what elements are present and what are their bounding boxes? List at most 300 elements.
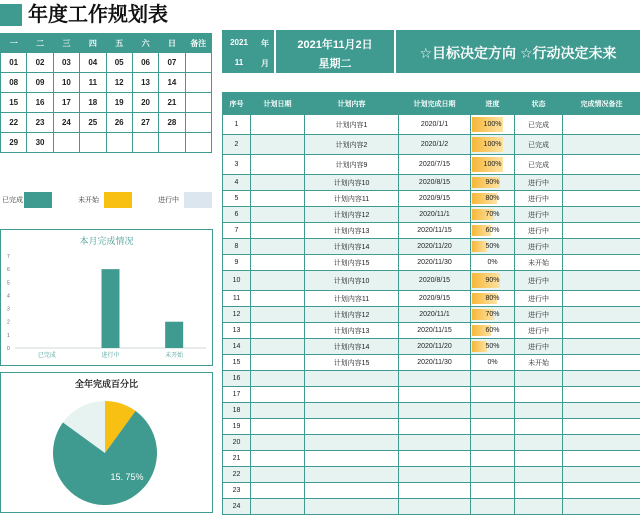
calendar-day[interactable] xyxy=(159,133,185,153)
calendar-weekday-row xyxy=(1,34,212,53)
row-finish-date-cell[interactable]: 2020/7/15 xyxy=(399,155,471,175)
row-remarks-cell[interactable] xyxy=(563,223,640,239)
table-row xyxy=(223,387,640,403)
calendar-day[interactable]: 12 xyxy=(106,73,132,93)
year-chart-svg xyxy=(1,373,212,512)
row-progress-cell[interactable] xyxy=(471,339,515,355)
row-plan-date-cell[interactable] xyxy=(251,307,305,323)
row-plan-date-cell[interactable] xyxy=(251,499,305,515)
row-plan-date-cell[interactable] xyxy=(251,403,305,419)
title-bar xyxy=(0,0,640,30)
row-finish-date-cell[interactable] xyxy=(399,483,471,499)
row-plan-date-cell[interactable] xyxy=(251,323,305,339)
motto-text: ☆目标决定方向 ☆行动决定未来 xyxy=(396,43,640,63)
row-status-cell[interactable]: 进行中 xyxy=(515,207,563,223)
row-content-cell[interactable]: 计划内容13 xyxy=(305,323,399,339)
header-plan-date[interactable]: 计划日期 xyxy=(251,93,305,115)
date-box xyxy=(276,30,394,73)
calendar-day[interactable]: 14 xyxy=(159,73,185,93)
table-row xyxy=(223,307,640,323)
row-progress-cell[interactable] xyxy=(471,387,515,403)
table-row xyxy=(223,435,640,451)
status-legend xyxy=(0,190,212,210)
row-plan-date-cell[interactable] xyxy=(251,291,305,307)
x-tick-label: 进行中 xyxy=(101,351,119,359)
row-content-cell[interactable]: 计划内容12 xyxy=(305,207,399,223)
info-month-unit: 月 xyxy=(258,58,272,69)
calendar-day[interactable]: 18 xyxy=(80,93,106,113)
row-finish-date-cell[interactable] xyxy=(399,451,471,467)
calendar-day[interactable]: 30 xyxy=(27,133,53,153)
table-row xyxy=(223,223,640,239)
row-plan-date-cell[interactable] xyxy=(251,175,305,191)
row-content-cell[interactable]: 计划内容10 xyxy=(305,271,399,291)
row-finish-date-cell[interactable] xyxy=(399,499,471,515)
row-progress-cell[interactable] xyxy=(471,355,515,371)
progress-value: 100% xyxy=(484,141,502,148)
row-seq-cell[interactable]: 9 xyxy=(223,255,251,271)
row-progress-cell[interactable] xyxy=(471,371,515,387)
row-progress-cell[interactable] xyxy=(471,135,515,155)
progress-value: 100% xyxy=(484,121,502,128)
row-seq-cell[interactable]: 11 xyxy=(223,291,251,307)
pie-percent-label: 15. 75% xyxy=(110,472,143,482)
row-progress-cell[interactable] xyxy=(471,435,515,451)
row-seq-cell[interactable]: 22 xyxy=(223,467,251,483)
row-remarks-cell[interactable] xyxy=(563,355,640,371)
row-finish-date-cell[interactable]: 2020/8/15 xyxy=(399,175,471,191)
calendar-day[interactable]: 23 xyxy=(27,113,53,133)
row-progress-cell[interactable] xyxy=(471,499,515,515)
row-plan-date-cell[interactable] xyxy=(251,435,305,451)
legend-inprogress-swatch xyxy=(184,192,212,208)
table-row xyxy=(223,207,640,223)
row-status-cell[interactable]: 进行中 xyxy=(515,307,563,323)
row-finish-date-cell[interactable]: 2020/11/30 xyxy=(399,355,471,371)
row-plan-date-cell[interactable] xyxy=(251,223,305,239)
info-month: 11 xyxy=(224,58,254,67)
calendar-week-row xyxy=(1,113,212,133)
row-status-cell[interactable] xyxy=(515,403,563,419)
row-plan-date-cell[interactable] xyxy=(251,135,305,155)
plan-table-header-row xyxy=(223,93,640,115)
row-progress-cell[interactable] xyxy=(471,467,515,483)
calendar-day[interactable]: 08 xyxy=(1,73,27,93)
row-seq-cell[interactable]: 15 xyxy=(223,355,251,371)
row-finish-date-cell[interactable]: 2020/1/1 xyxy=(399,115,471,135)
row-seq-cell[interactable]: 12 xyxy=(223,307,251,323)
table-row xyxy=(223,339,640,355)
calendar-weekday: 五 xyxy=(106,34,132,53)
row-seq-cell[interactable]: 8 xyxy=(223,239,251,255)
row-finish-date-cell[interactable]: 2020/11/20 xyxy=(399,239,471,255)
row-plan-date-cell[interactable] xyxy=(251,239,305,255)
row-content-cell[interactable]: 计划内容14 xyxy=(305,239,399,255)
row-plan-date-cell[interactable] xyxy=(251,339,305,355)
progress-value: 100% xyxy=(484,161,502,168)
y-tick-label: 2 xyxy=(7,320,10,326)
row-plan-date-cell[interactable] xyxy=(251,207,305,223)
row-progress-cell[interactable] xyxy=(471,175,515,191)
row-content-cell[interactable]: 计划内容11 xyxy=(305,191,399,207)
row-content-cell[interactable] xyxy=(305,467,399,483)
table-row xyxy=(223,255,640,271)
row-status-cell[interactable] xyxy=(515,387,563,403)
row-plan-date-cell[interactable] xyxy=(251,255,305,271)
row-progress-cell[interactable] xyxy=(471,207,515,223)
calendar-day[interactable]: 27 xyxy=(132,113,158,133)
row-content-cell[interactable] xyxy=(305,435,399,451)
row-plan-date-cell[interactable] xyxy=(251,155,305,175)
legend-inprogress-label: 进行中 xyxy=(158,195,179,205)
row-content-cell[interactable]: 计划内容13 xyxy=(305,223,399,239)
calendar-day[interactable]: 24 xyxy=(53,113,79,133)
header-remarks[interactable]: 完成情况备注 xyxy=(563,93,640,115)
row-remarks-cell[interactable] xyxy=(563,339,640,355)
row-status-cell[interactable]: 进行中 xyxy=(515,291,563,307)
calendar-note-cell[interactable] xyxy=(185,113,211,133)
year-chart-title: 全年完成百分比 xyxy=(1,377,212,390)
info-year-unit: 年 xyxy=(258,38,272,49)
progress-value: 70% xyxy=(485,311,499,318)
row-finish-date-cell[interactable] xyxy=(399,387,471,403)
month-chart-svg xyxy=(1,230,212,365)
table-row xyxy=(223,175,640,191)
calendar-day[interactable]: 13 xyxy=(132,73,158,93)
calendar-day[interactable] xyxy=(106,133,132,153)
row-plan-date-cell[interactable] xyxy=(251,271,305,291)
page-title: 年度工作规划表 xyxy=(28,1,168,29)
progress-value: 50% xyxy=(485,343,499,350)
row-seq-cell[interactable]: 4 xyxy=(223,175,251,191)
row-remarks-cell[interactable] xyxy=(563,499,640,515)
legend-notstarted-label: 未开始 xyxy=(78,195,99,205)
calendar-day[interactable]: 15 xyxy=(1,93,27,113)
row-plan-date-cell[interactable] xyxy=(251,371,305,387)
row-seq-cell[interactable]: 19 xyxy=(223,419,251,435)
row-finish-date-cell[interactable]: 2020/11/20 xyxy=(399,339,471,355)
y-tick-label: 1 xyxy=(7,333,10,339)
row-content-cell[interactable]: 计划内容11 xyxy=(305,291,399,307)
row-finish-date-cell[interactable] xyxy=(399,435,471,451)
row-content-cell[interactable] xyxy=(305,387,399,403)
row-content-cell[interactable]: 计划内容2 xyxy=(305,135,399,155)
row-remarks-cell[interactable] xyxy=(563,307,640,323)
row-content-cell[interactable]: 计划内容1 xyxy=(305,115,399,135)
calendar-day[interactable]: 04 xyxy=(80,53,106,73)
calendar-note-cell[interactable] xyxy=(185,53,211,73)
calendar-day[interactable]: 16 xyxy=(27,93,53,113)
legend-notstarted-swatch xyxy=(104,192,132,208)
table-row xyxy=(223,271,640,291)
plan-table xyxy=(222,92,640,515)
bar-进行中 xyxy=(102,269,120,348)
row-status-cell[interactable]: 未开始 xyxy=(515,355,563,371)
header-status[interactable]: 状态 xyxy=(515,93,563,115)
progress-value: 90% xyxy=(485,179,499,186)
row-seq-cell[interactable]: 14 xyxy=(223,339,251,355)
row-remarks-cell[interactable] xyxy=(563,135,640,155)
calendar-weekday: 备注 xyxy=(185,34,211,53)
table-row xyxy=(223,239,640,255)
row-remarks-cell[interactable] xyxy=(563,255,640,271)
row-progress-cell[interactable] xyxy=(471,419,515,435)
progress-value: 60% xyxy=(485,227,499,234)
row-status-cell[interactable] xyxy=(515,419,563,435)
row-seq-cell[interactable]: 24 xyxy=(223,499,251,515)
progress-value: 50% xyxy=(485,243,499,250)
year-month-box xyxy=(222,30,274,73)
info-year: 2021 xyxy=(224,38,254,47)
row-content-cell[interactable]: 计划内容9 xyxy=(305,155,399,175)
row-content-cell[interactable]: 计划内容15 xyxy=(305,355,399,371)
row-remarks-cell[interactable] xyxy=(563,467,640,483)
row-remarks-cell[interactable] xyxy=(563,239,640,255)
y-tick-label: 6 xyxy=(7,267,10,273)
row-remarks-cell[interactable] xyxy=(563,115,640,135)
row-progress-cell[interactable] xyxy=(471,291,515,307)
row-status-cell[interactable] xyxy=(515,499,563,515)
calendar-day[interactable]: 11 xyxy=(80,73,106,93)
table-row xyxy=(223,371,640,387)
row-remarks-cell[interactable] xyxy=(563,371,640,387)
row-progress-cell[interactable] xyxy=(471,323,515,339)
calendar-note-cell[interactable] xyxy=(185,73,211,93)
row-finish-date-cell[interactable] xyxy=(399,467,471,483)
progress-value: 0% xyxy=(487,359,497,366)
table-row xyxy=(223,135,640,155)
row-progress-cell[interactable] xyxy=(471,191,515,207)
calendar-day[interactable]: 05 xyxy=(106,53,132,73)
row-progress-cell[interactable] xyxy=(471,115,515,135)
calendar-day[interactable]: 02 xyxy=(27,53,53,73)
row-finish-date-cell[interactable] xyxy=(399,419,471,435)
row-plan-date-cell[interactable] xyxy=(251,451,305,467)
row-remarks-cell[interactable] xyxy=(563,387,640,403)
table-row xyxy=(223,403,640,419)
row-remarks-cell[interactable] xyxy=(563,191,640,207)
row-progress-cell[interactable] xyxy=(471,307,515,323)
calendar-day[interactable]: 21 xyxy=(159,93,185,113)
row-plan-date-cell[interactable] xyxy=(251,419,305,435)
calendar-day[interactable]: 19 xyxy=(106,93,132,113)
x-tick-label: 未开始 xyxy=(165,351,184,359)
row-seq-cell[interactable]: 13 xyxy=(223,323,251,339)
calendar-week-row xyxy=(1,93,212,113)
year-completion-chart xyxy=(0,372,213,513)
table-row xyxy=(223,291,640,307)
row-status-cell[interactable]: 已完成 xyxy=(515,155,563,175)
row-content-cell[interactable] xyxy=(305,451,399,467)
table-row xyxy=(223,467,640,483)
row-seq-cell[interactable]: 6 xyxy=(223,207,251,223)
x-tick-label: 已完成 xyxy=(38,351,56,359)
row-seq-cell[interactable]: 20 xyxy=(223,435,251,451)
row-finish-date-cell[interactable]: 2020/11/1 xyxy=(399,307,471,323)
calendar-day[interactable]: 29 xyxy=(1,133,27,153)
row-content-cell[interactable]: 计划内容10 xyxy=(305,175,399,191)
row-remarks-cell[interactable] xyxy=(563,403,640,419)
row-seq-cell[interactable]: 5 xyxy=(223,191,251,207)
header-plan-content[interactable]: 计划内容 xyxy=(305,93,399,115)
row-status-cell[interactable] xyxy=(515,451,563,467)
calendar-week-row xyxy=(1,53,212,73)
calendar-day[interactable]: 09 xyxy=(27,73,53,93)
calendar-day[interactable]: 01 xyxy=(1,53,27,73)
row-progress-cell[interactable] xyxy=(471,155,515,175)
month-calendar xyxy=(0,33,212,153)
bar-未开始 xyxy=(165,322,183,348)
calendar-week-row xyxy=(1,133,212,153)
row-plan-date-cell[interactable] xyxy=(251,191,305,207)
row-status-cell[interactable]: 进行中 xyxy=(515,191,563,207)
calendar-day[interactable]: 26 xyxy=(106,113,132,133)
row-plan-date-cell[interactable] xyxy=(251,483,305,499)
row-remarks-cell[interactable] xyxy=(563,435,640,451)
calendar-day[interactable]: 07 xyxy=(159,53,185,73)
row-status-cell[interactable]: 未开始 xyxy=(515,255,563,271)
row-plan-date-cell[interactable] xyxy=(251,467,305,483)
table-row xyxy=(223,355,640,371)
row-finish-date-cell[interactable]: 2020/11/15 xyxy=(399,323,471,339)
row-content-cell[interactable] xyxy=(305,371,399,387)
row-finish-date-cell[interactable]: 2020/11/1 xyxy=(399,207,471,223)
row-finish-date-cell[interactable]: 2020/9/15 xyxy=(399,191,471,207)
calendar-day[interactable] xyxy=(53,133,79,153)
row-remarks-cell[interactable] xyxy=(563,483,640,499)
y-tick-label: 5 xyxy=(7,280,10,286)
row-progress-cell[interactable] xyxy=(471,483,515,499)
row-status-cell[interactable]: 进行中 xyxy=(515,323,563,339)
row-finish-date-cell[interactable]: 2020/8/15 xyxy=(399,271,471,291)
progress-value: 80% xyxy=(485,295,499,302)
table-row xyxy=(223,499,640,515)
row-progress-cell[interactable] xyxy=(471,239,515,255)
progress-value: 0% xyxy=(487,259,497,266)
table-row xyxy=(223,191,640,207)
header-finish-date[interactable]: 计划完成日期 xyxy=(399,93,471,115)
row-content-cell[interactable] xyxy=(305,483,399,499)
row-finish-date-cell[interactable] xyxy=(399,403,471,419)
row-remarks-cell[interactable] xyxy=(563,207,640,223)
progress-value: 60% xyxy=(485,327,499,334)
row-seq-cell[interactable]: 2 xyxy=(223,135,251,155)
title-color-swatch xyxy=(0,4,22,26)
calendar-weekday: 四 xyxy=(80,34,106,53)
calendar-note-cell[interactable] xyxy=(185,133,211,153)
table-row xyxy=(223,419,640,435)
row-plan-date-cell[interactable] xyxy=(251,115,305,135)
row-remarks-cell[interactable] xyxy=(563,271,640,291)
calendar-day[interactable]: 03 xyxy=(53,53,79,73)
info-date: 2021年11月2日 xyxy=(276,36,394,52)
row-remarks-cell[interactable] xyxy=(563,419,640,435)
row-plan-date-cell[interactable] xyxy=(251,355,305,371)
calendar-day[interactable] xyxy=(132,133,158,153)
row-status-cell[interactable]: 已完成 xyxy=(515,115,563,135)
header-seq[interactable]: 序号 xyxy=(223,93,251,115)
row-remarks-cell[interactable] xyxy=(563,451,640,467)
progress-value: 80% xyxy=(485,195,499,202)
row-content-cell[interactable]: 计划内容15 xyxy=(305,255,399,271)
y-tick-label: 0 xyxy=(7,346,10,352)
row-seq-cell[interactable]: 17 xyxy=(223,387,251,403)
row-progress-cell[interactable] xyxy=(471,403,515,419)
row-seq-cell[interactable]: 23 xyxy=(223,483,251,499)
row-content-cell[interactable] xyxy=(305,403,399,419)
legend-done-label: 已完成 xyxy=(2,195,23,205)
row-status-cell[interactable]: 进行中 xyxy=(515,175,563,191)
row-seq-cell[interactable]: 1 xyxy=(223,115,251,135)
row-finish-date-cell[interactable]: 2020/1/2 xyxy=(399,135,471,155)
calendar-day[interactable]: 22 xyxy=(1,113,27,133)
calendar-day[interactable]: 17 xyxy=(53,93,79,113)
row-plan-date-cell[interactable] xyxy=(251,387,305,403)
calendar-day[interactable]: 28 xyxy=(159,113,185,133)
row-content-cell[interactable] xyxy=(305,419,399,435)
row-finish-date-cell[interactable]: 2020/11/30 xyxy=(399,255,471,271)
calendar-weekday: 三 xyxy=(53,34,79,53)
row-status-cell[interactable]: 进行中 xyxy=(515,339,563,355)
row-remarks-cell[interactable] xyxy=(563,323,640,339)
row-seq-cell[interactable]: 21 xyxy=(223,451,251,467)
row-progress-cell[interactable] xyxy=(471,255,515,271)
row-remarks-cell[interactable] xyxy=(563,291,640,307)
row-progress-cell[interactable] xyxy=(471,271,515,291)
calendar-day[interactable]: 06 xyxy=(132,53,158,73)
calendar-weekday: 六 xyxy=(132,34,158,53)
row-status-cell[interactable] xyxy=(515,371,563,387)
row-progress-cell[interactable] xyxy=(471,223,515,239)
calendar-day[interactable]: 20 xyxy=(132,93,158,113)
row-status-cell[interactable] xyxy=(515,483,563,499)
row-seq-cell[interactable]: 18 xyxy=(223,403,251,419)
row-progress-cell[interactable] xyxy=(471,451,515,467)
info-weekday: 星期二 xyxy=(276,55,394,71)
calendar-note-cell[interactable] xyxy=(185,93,211,113)
row-status-cell[interactable]: 进行中 xyxy=(515,271,563,291)
calendar-weekday: 二 xyxy=(27,34,53,53)
row-remarks-cell[interactable] xyxy=(563,155,640,175)
calendar-day[interactable]: 25 xyxy=(80,113,106,133)
y-tick-label: 7 xyxy=(7,254,10,260)
row-finish-date-cell[interactable]: 2020/9/15 xyxy=(399,291,471,307)
row-finish-date-cell[interactable] xyxy=(399,371,471,387)
header-progress[interactable]: 进度 xyxy=(471,93,515,115)
y-tick-label: 4 xyxy=(7,293,10,299)
row-status-cell[interactable]: 进行中 xyxy=(515,239,563,255)
row-content-cell[interactable]: 计划内容14 xyxy=(305,339,399,355)
row-finish-date-cell[interactable]: 2020/11/15 xyxy=(399,223,471,239)
row-status-cell[interactable] xyxy=(515,435,563,451)
row-remarks-cell[interactable] xyxy=(563,175,640,191)
row-seq-cell[interactable]: 3 xyxy=(223,155,251,175)
calendar-weekday: 一 xyxy=(1,34,27,53)
row-status-cell[interactable]: 已完成 xyxy=(515,135,563,155)
legend-done-swatch xyxy=(24,192,52,208)
table-row xyxy=(223,483,640,499)
row-status-cell[interactable] xyxy=(515,467,563,483)
row-content-cell[interactable]: 计划内容12 xyxy=(305,307,399,323)
row-status-cell[interactable]: 进行中 xyxy=(515,223,563,239)
y-tick-label: 3 xyxy=(7,307,10,313)
row-seq-cell[interactable]: 7 xyxy=(223,223,251,239)
calendar-day[interactable]: 10 xyxy=(53,73,79,93)
row-seq-cell[interactable]: 10 xyxy=(223,271,251,291)
calendar-day[interactable] xyxy=(80,133,106,153)
row-content-cell[interactable] xyxy=(305,499,399,515)
row-seq-cell[interactable]: 16 xyxy=(223,371,251,387)
